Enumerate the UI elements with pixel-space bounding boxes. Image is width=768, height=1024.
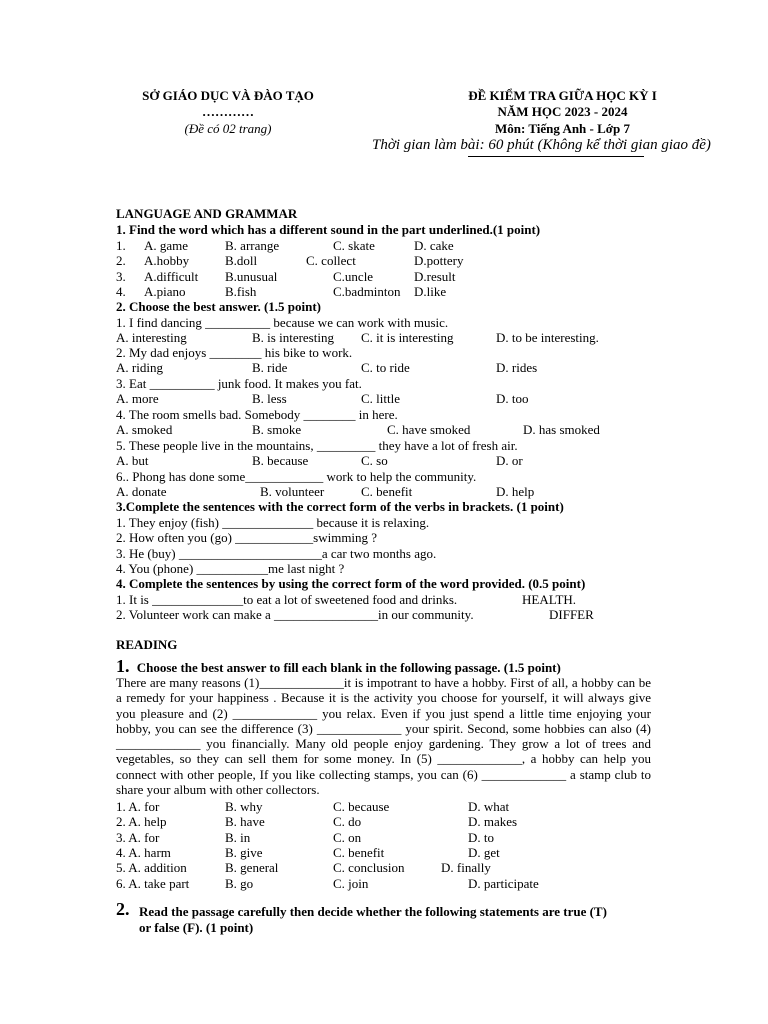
r1-option-c: C. benefit: [333, 845, 385, 860]
q2-option-a: A. riding: [116, 360, 163, 375]
q2-option-c: C. little: [361, 391, 400, 406]
q1-option-b: B.fish: [225, 284, 257, 299]
q3-sentence: 3. He (buy) ______________________a car two months ago.: [116, 546, 437, 561]
exam-duration: Thời gian làm bài: 60 phút (Không kể thời gian giao đề): [372, 137, 711, 153]
r1-option-a: 6. A. take part: [116, 876, 190, 891]
q1-option-c: C.badminton: [333, 284, 401, 299]
q2-option-a: A. but: [116, 453, 149, 468]
r1-option-b: B. why: [225, 799, 263, 814]
q1-option-d: D.result: [414, 269, 456, 284]
q2-option-b: B. volunteer: [260, 484, 325, 499]
r1-number: 1.: [116, 656, 130, 676]
q2-option-b: B. because: [252, 453, 309, 468]
section-reading: READING: [116, 637, 178, 652]
r1-option-c: C. do: [333, 814, 362, 829]
q2-question: 4. The room smells bad. Somebody ________ in here.: [116, 407, 398, 422]
q4-title: 4. Complete the sentences by using the correct form of the word provided. (0.5 point): [116, 576, 586, 591]
header-underline: [468, 156, 644, 157]
q2-option-a: A. more: [116, 391, 159, 406]
q2-option-d: D. has smoked: [523, 422, 600, 437]
q2-option-b: B. less: [252, 391, 287, 406]
q1-option-a: A.hobby: [144, 253, 190, 268]
department-name: SỞ GIÁO DỤC VÀ ĐÀO TẠO: [142, 88, 314, 103]
section-language-grammar: LANGUAGE AND GRAMMAR: [116, 206, 298, 221]
q2-option-b: B. is interesting: [252, 330, 334, 345]
subject-grade: Môn: Tiếng Anh - Lớp 7: [495, 121, 630, 136]
q2-option-c: C. have smoked: [387, 422, 471, 437]
q4-sentence: 2. Volunteer work can make a ________________in our community.: [116, 607, 474, 622]
q1-option-c: C. collect: [306, 253, 356, 268]
q2-option-a: A. smoked: [116, 422, 173, 437]
r1-option-d: D. get: [468, 845, 500, 860]
q1-option-d: D. cake: [414, 238, 454, 253]
r1-option-d: D. finally: [441, 860, 491, 875]
q1-option-c: C. skate: [333, 238, 375, 253]
r1-option-b: B. in: [225, 830, 251, 845]
q1-row-number: 2.: [116, 253, 126, 268]
q3-title: 3.Complete the sentences with the correct form of the verbs in brackets. (1 point): [116, 499, 564, 514]
q1-option-c: C.uncle: [333, 269, 374, 284]
q1-title: 1. Find the word which has a different sound in the part underlined.(1 point): [116, 222, 541, 237]
q1-option-d: D.pottery: [414, 253, 464, 268]
q2-option-d: D. or: [496, 453, 523, 468]
q1-option-a: A. game: [144, 238, 189, 253]
q3-sentence: 4. You (phone) ___________me last night ?: [116, 561, 345, 576]
q1-row-number: 4.: [116, 284, 126, 299]
q4-word: HEALTH.: [522, 592, 577, 607]
r1-option-c: C. on: [333, 830, 362, 845]
q2-option-d: D. rides: [496, 360, 538, 375]
q4-word: DIFFER: [549, 607, 594, 622]
q1-option-b: B.doll: [225, 253, 258, 268]
r1-option-a: 3. A. for: [116, 830, 160, 845]
q2-option-d: D. to be interesting.: [496, 330, 599, 345]
q1-option-b: B.unusual: [225, 269, 278, 284]
q3-sentence: 2. How often you (go) ____________swimming ?: [116, 530, 378, 545]
q3-sentence: 1. They enjoy (fish) ______________ because it is relaxing.: [116, 515, 430, 530]
q2-option-b: B. ride: [252, 360, 288, 375]
r1-option-b: B. go: [225, 876, 254, 891]
school-year: NĂM HỌC 2023 - 2024: [497, 104, 628, 119]
page-count-note: (Đề có 02 trang): [184, 121, 272, 136]
r1-option-a: 2. A. help: [116, 814, 167, 829]
q2-question: 3. Eat __________ junk food. It makes you fat.: [116, 376, 362, 391]
r1-option-a: 4. A. harm: [116, 845, 171, 860]
q2-question: 1. I find dancing __________ because we can work with music.: [116, 315, 449, 330]
q1-option-a: A.difficult: [144, 269, 199, 284]
r1-passage: There are many reasons (1)_____________it is impotrant to have a hobby. First of all, a hobby can be a remedy for your happiness . Because it is the activity you choose for yourself, it will always give you pleasure and (2) _____________ you relax. Even if you just spend a little time enjoying your hobby, you can see the difference (3) _____________ your spirit. Second, some hobbies can also (4) _____________ you financially. Many old people enjoy gardening. They grow a lot of trees and vegetables, so they can sell them for some money. In (5) _____________, a hobby can help you connect with other people, If you like collecting stamps, you can (6) _____________ a stamp club to share your album with other collectors.: [116, 675, 651, 798]
q4-sentence: 1. It is ______________to eat a lot of sweetened food and drinks.: [116, 592, 458, 607]
q2-option-c: C. it is interesting: [361, 330, 454, 345]
r1-option-d: D. makes: [468, 814, 518, 829]
q2-option-d: D. too: [496, 391, 529, 406]
department-dots: …………: [202, 104, 254, 119]
q1-option-a: A.piano: [144, 284, 186, 299]
q2-option-c: C. benefit: [361, 484, 413, 499]
r1-option-a: 5. A. addition: [116, 860, 187, 875]
q1-row-number: 3.: [116, 269, 126, 284]
r1-option-d: D. participate: [468, 876, 539, 891]
r1-title: Choose the best answer to fill each blank in the following passage. (1.5 point): [136, 660, 561, 675]
q2-question: 2. My dad enjoys ________ his bike to work.: [116, 345, 353, 360]
q2-option-d: D. help: [496, 484, 535, 499]
r1-option-a: 1. A. for: [116, 799, 160, 814]
q1-option-d: D.like: [414, 284, 447, 299]
r1-heading: [116, 656, 561, 676]
r1-option-c: C. because: [333, 799, 390, 814]
q1-row-number: 1.: [116, 238, 126, 253]
q2-question: 6.. Phong has done some____________ work to help the community.: [116, 469, 477, 484]
r1-option-d: D. what: [468, 799, 510, 814]
q2-option-b: B. smoke: [252, 422, 302, 437]
r1-option-d: D. to: [468, 830, 494, 845]
q2-option-c: C. so: [361, 453, 388, 468]
q2-title: 2. Choose the best answer. (1.5 point): [116, 299, 321, 314]
r1-option-c: C. conclusion: [333, 860, 405, 875]
r2-title-line2: or false (F). (1 point): [139, 920, 254, 935]
r1-option-c: C. join: [333, 876, 369, 891]
r1-option-b: B. general: [225, 860, 279, 875]
q2-option-c: C. to ride: [361, 360, 410, 375]
r2-number: 2.: [116, 899, 130, 919]
q1-option-b: B. arrange: [225, 238, 280, 253]
r1-option-b: B. give: [225, 845, 263, 860]
q2-option-a: A. interesting: [116, 330, 187, 345]
q2-question: 5. These people live in the mountains, _________ they have a lot of fresh air.: [116, 438, 518, 453]
exam-title: ĐỀ KIỂM TRA GIỮA HỌC KỲ I: [468, 88, 657, 103]
r1-option-b: B. have: [225, 814, 265, 829]
r2-title-line1: Read the passage carefully then decide whether the following statements are true (T): [139, 904, 607, 919]
q2-option-a: A. donate: [116, 484, 167, 499]
